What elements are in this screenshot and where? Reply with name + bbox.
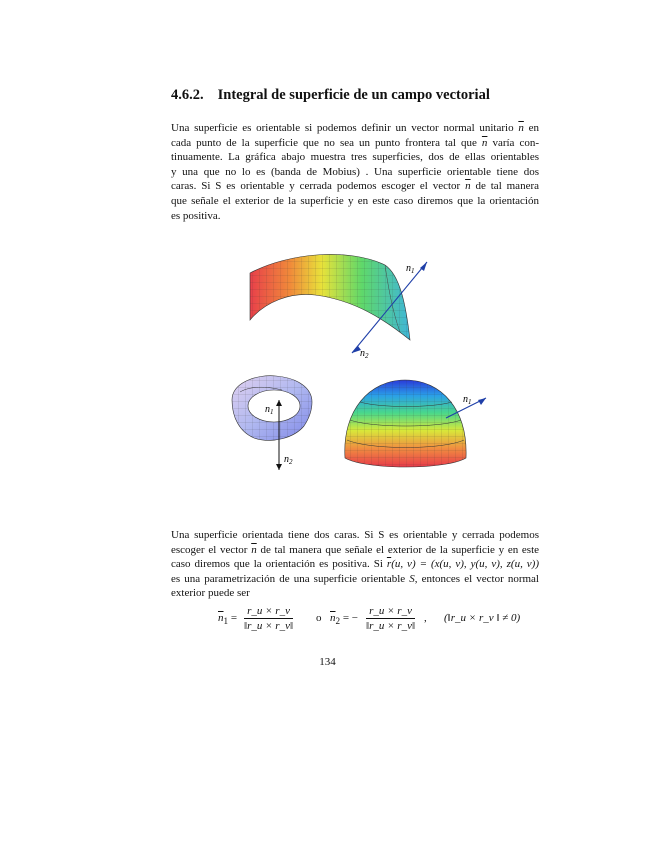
- hemisphere-surface: [345, 380, 466, 467]
- normal-vector-formula: [218, 602, 521, 638]
- label-n2-mobius: $n_2$: [284, 454, 293, 466]
- formula-condition: (‖r_u × r_v ‖ ≠ 0): [444, 612, 521, 624]
- text-line: y una que no lo es (banda de Mobius) . Una superficie orientable tiene dos: [171, 165, 539, 178]
- text-line: cada punto de la superficie que no sea un punto frontera tal que $\overline{n}$ varía con-: [171, 136, 540, 149]
- paragraph-oriented-surface: [171, 528, 539, 601]
- text-line: es una parametrización de una superficie orientable S, entonces el vector normal: [171, 572, 539, 585]
- page-number: 134: [319, 656, 336, 668]
- text-line: es positiva.: [171, 209, 221, 222]
- text-line: tinuamente. La gráfica abajo muestra tres superficies, dos de ellas orientables: [171, 151, 539, 164]
- text-line: que señale el exterior de la superficie y en este caso diremos que la orientación: [171, 194, 539, 207]
- text-line: Una superficie es orientable si podemos definir un vector normal unitario $\overline{n}$ en: [171, 122, 540, 134]
- paragraph-orientable: [171, 121, 539, 223]
- label-n1-dome: $n_1$: [463, 394, 472, 406]
- formula-fraction-1: $\frac{r\_u \times r\_v}{‖r\_u \times r\_v‖}$: [244, 605, 294, 632]
- label-n2-sheet: $n_2$: [360, 348, 369, 360]
- section-title: Integral de superficie de un campo vectorial: [217, 87, 490, 103]
- label-n1-mobius: $n_1$: [265, 404, 274, 416]
- text-line: caras. Si S es orientable y cerrada podemos escoger el vector $\overline{n}$ de tal manera: [171, 180, 539, 193]
- label-n1-sheet: $n_1$: [406, 263, 415, 275]
- text-line: escoger el vector $\overline{n}$ de tal manera que señale el exterior de la superficie y en este: [171, 543, 540, 556]
- formula-n2: $\overline{n}_2$ = −: [330, 612, 358, 627]
- formula-or: o: [316, 612, 322, 624]
- text-line: Una superficie orientada tiene dos caras. Si S es orientable y cerrada podemos: [171, 529, 539, 541]
- formula-fraction-2: $\frac{r\_u \times r\_v}{‖r\_u \times r\_v‖}$: [366, 605, 416, 632]
- section-heading: [171, 87, 490, 104]
- formula-comma: ,: [424, 612, 427, 624]
- section-number: 4.6.2.: [171, 87, 204, 103]
- surfaces-figure: [210, 240, 500, 480]
- formula-n1: $\overline{n}_1$ =: [218, 612, 238, 627]
- text-line: caso diremos que la orientación es positiva. Si $\overline{r}(u$, v) = (x(u, v), y(u, v), z(u, v)): [171, 558, 540, 571]
- text-line: exterior puede ser: [171, 587, 250, 600]
- curved-sheet-surface: [250, 254, 410, 340]
